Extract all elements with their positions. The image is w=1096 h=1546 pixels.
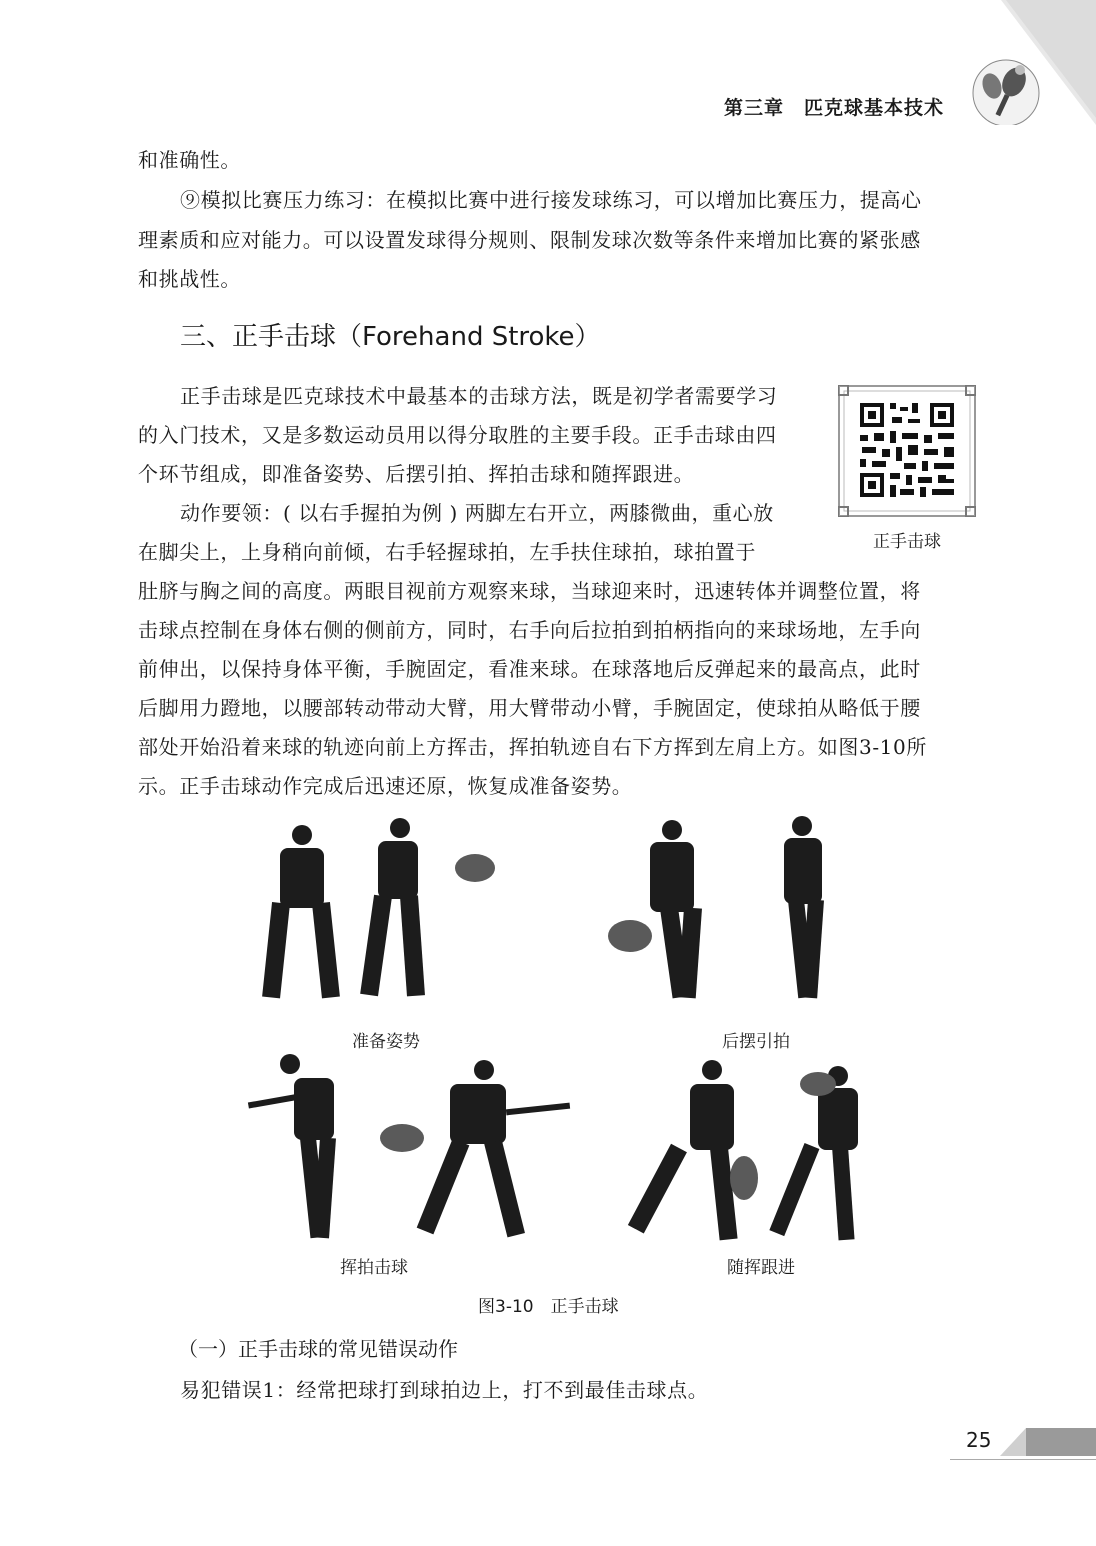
paragraph-line: 和挑战性。	[138, 267, 241, 291]
chapter-title: 第三章 匹克球基本技术	[724, 97, 945, 119]
paragraph-line: 个环节组成，即准备姿势、后摆引拍、挥拍击球和随挥跟进。	[138, 462, 695, 486]
figure-label: 挥拍击球	[340, 1258, 408, 1278]
qr-caption: 正手击球	[873, 532, 941, 552]
paragraph-line: ⑨模拟比赛压力练习：在模拟比赛中进行接发球练习，可以增加比赛压力，提高心	[180, 188, 922, 212]
follow-through-photo	[628, 1060, 858, 1240]
backswing-photo	[608, 816, 824, 998]
paragraph-line: 部处开始沿着来球的轨迹向前上方挥击，挥拍轨迹自右下方挥到左肩上方。如图3-10所	[138, 735, 927, 759]
ready-position-photo	[262, 818, 495, 998]
paragraph-line: 在脚尖上，上身稍向前倾，右手轻握球拍，左手扶住球拍，球拍置于	[138, 540, 756, 564]
paragraph-line: 的入门技术，又是多数运动员用以得分取胜的主要手段。正手击球由四	[138, 423, 777, 447]
subheading: （一）正手击球的常见错误动作	[178, 1337, 458, 1361]
footer-bar	[1000, 1428, 1096, 1456]
footer-rule	[950, 1459, 1096, 1460]
paragraph-line: 肚脐与胸之间的高度。两眼目视前方观察来球，当球迎来时，迅速转体并调整位置，将	[138, 579, 921, 603]
paragraph-line: 击球点控制在身体右侧的侧前方，同时，右手向后拉拍到拍柄指向的来球场地，左手向	[138, 618, 921, 642]
paragraph-line: 易犯错误1：经常把球打到球拍边上，打不到最佳击球点。	[180, 1378, 709, 1402]
figure-caption: 图3-10 正手击球	[478, 1297, 619, 1317]
paragraph-line: 理素质和应对能力。可以设置发球得分规则、限制发球次数等条件来增加比赛的紧张感	[138, 228, 921, 252]
paragraph-line: 后脚用力蹬地，以腰部转动带动大臂，用大臂带动小臂，手腕固定，使球拍从略低于腰	[138, 696, 921, 720]
figure-label: 随挥跟进	[727, 1258, 795, 1278]
paragraph-line: 和准确性。	[138, 148, 241, 172]
figure-label: 准备姿势	[352, 1032, 420, 1052]
figure-label: 后摆引拍	[722, 1032, 790, 1052]
swing-hit-photo	[248, 1054, 570, 1238]
paragraph-line: 正手击球是匹克球技术中最基本的击球方法，既是初学者需要学习	[180, 384, 778, 408]
section-heading: 三、正手击球（Forehand Stroke）	[180, 322, 601, 352]
qr-code[interactable]	[838, 385, 976, 517]
page-number: 25	[966, 1428, 992, 1452]
paragraph-line: 前伸出，以保持身体平衡，手腕固定，看准来球。在球落地后反弹起来的最高点，此时	[138, 657, 921, 681]
paragraph-line: 示。正手击球动作完成后迅速还原，恢复成准备姿势。	[138, 774, 633, 798]
paragraph-line: 动作要领：( 以右手握拍为例 ) 两脚左右开立，两膝微曲，重心放	[180, 501, 774, 525]
